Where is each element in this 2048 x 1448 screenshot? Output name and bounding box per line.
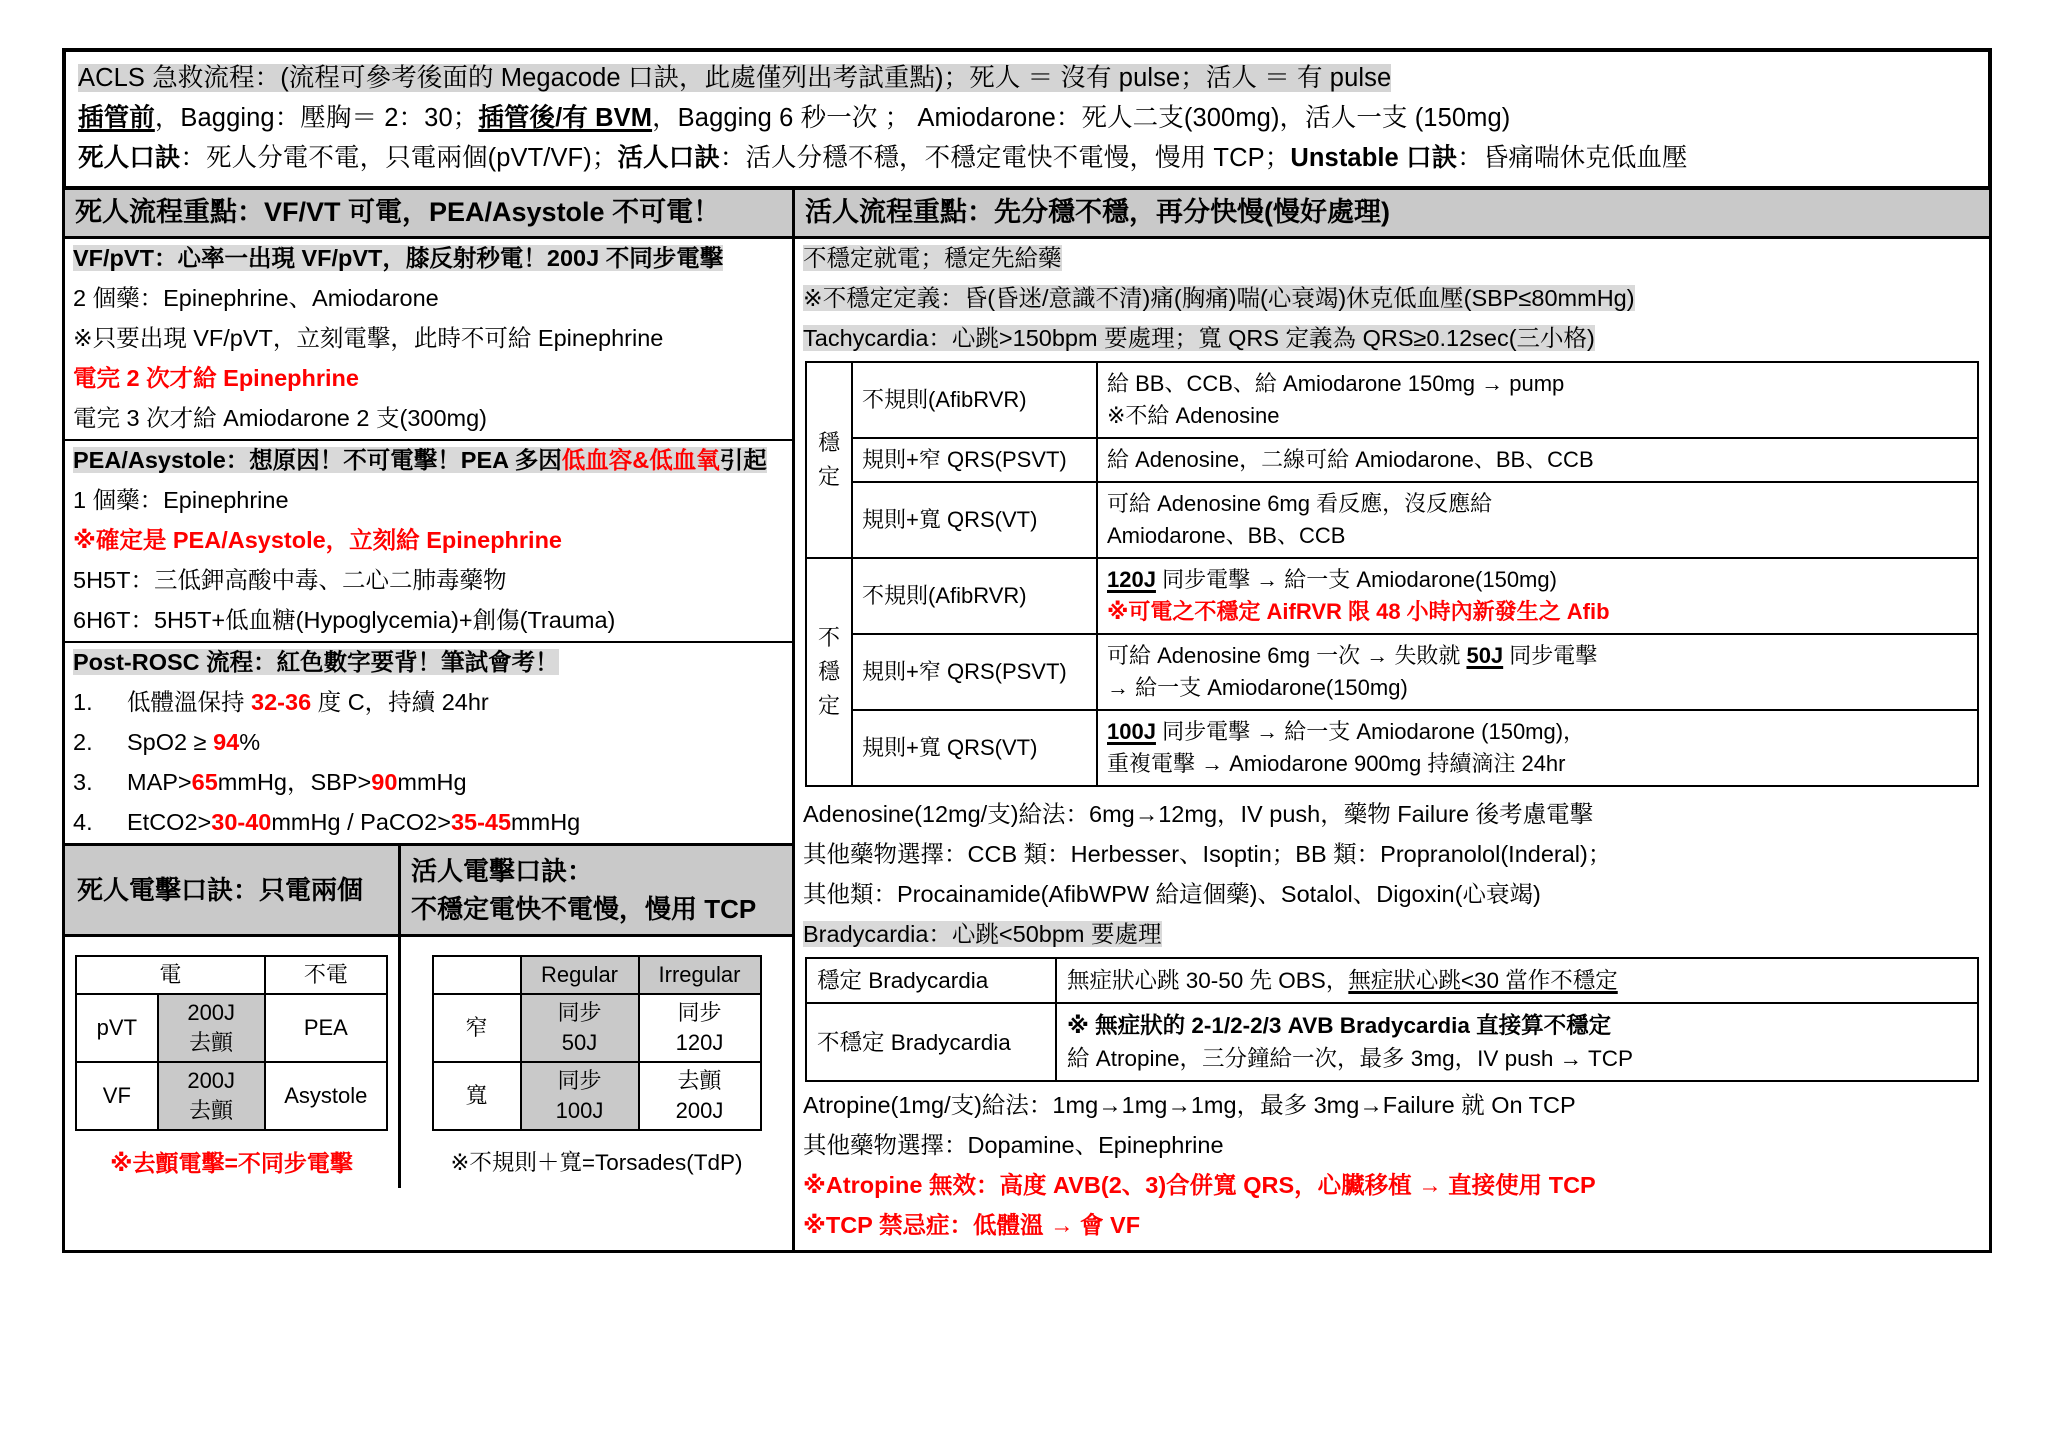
post-rosc-item-3-pre: MAP> (127, 769, 192, 795)
dead-shock-mnemonic: 死人電擊口訣：只電兩個 (65, 846, 401, 934)
post-rosc-index-3: 3. (73, 769, 93, 795)
alive-shock-mnemonic (401, 846, 792, 934)
tachy-unstable-label (806, 558, 852, 786)
tachy-stable-label-char1: 穩 (817, 430, 840, 455)
tachy-unstable-action-3 (1097, 710, 1978, 786)
post-rosc-item-3-value2: 90 (371, 769, 398, 795)
bottom-tables-row (65, 934, 792, 1188)
pre-intubation-label: 插管前 (78, 104, 155, 132)
alive-section-title: 活人流程重點：先分穩不穩，再分快慢(慢好處理) (795, 190, 1989, 239)
alive-table-width-wide: 寬 (433, 1062, 521, 1130)
bagging-ratio-text: ，Bagging：壓胸＝ 2：30； (154, 104, 479, 132)
post-rosc-index-4: 4. (73, 809, 93, 835)
unstable-definition-line: ※不穩定定義：昏(昏迷/意識不清)痛(胸痛)喘(心衰竭)休克低血壓(SBP≤80mmHg) (803, 285, 1635, 311)
pea-line-4: 6H6T：5H5T+低血糖(Hypoglycemia)+創傷(Trauma) (65, 601, 792, 643)
unstable-shock-line: 不穩定就電；穩定先給藥 (803, 245, 1062, 271)
table-row (806, 634, 1978, 710)
table-row (806, 438, 1978, 482)
post-rosc-block (65, 643, 792, 843)
post-rosc-item-4-value2: 35-45 (450, 809, 512, 835)
tachy-stable-cond-1: 不規則(AfibRVR) (852, 362, 1097, 438)
atropine-line: Atropine(1mg/支)給法：1mg→1mg→1mg，最多 3mg→Failure 就 On TCP (803, 1092, 1576, 1118)
vfpvt-line-3: 電完 2 次才給 Epinephrine (73, 365, 359, 391)
dead-table-header-noshock: 不電 (265, 956, 387, 994)
post-rosc-item-2-pre: SpO2 ≥ (127, 729, 214, 755)
alive-mnemonic-label: 活人口訣 (617, 144, 720, 172)
tachy-unstable-action-1 (1097, 558, 1978, 634)
alive-patient-column (795, 190, 1989, 1250)
tachy-stable-label (806, 362, 852, 558)
post-rosc-item-3-post2: mmHg (397, 769, 467, 795)
tachy-unstable-label-char2: 穩 (817, 659, 840, 684)
alive-table-header-regular: Regular (521, 956, 639, 994)
dead-table-energy-pvt (158, 994, 265, 1062)
tachy-stable-cond-2: 規則+窄 QRS(PSVT) (852, 438, 1097, 482)
dead-patient-column (65, 190, 795, 1250)
alive-table-wide-regular-top: 同步 (557, 1068, 602, 1093)
dead-shock-table (75, 955, 388, 1131)
vfpvt-line-2: ※只要出現 VF/pVT，立刻電擊，此時不可給 Epinephrine (73, 325, 664, 351)
post-rosc-item-4-post: mmHg / PaCO2> (271, 809, 451, 835)
table-row (806, 558, 1978, 634)
alive-table-wide-regular-bot: 100J (555, 1098, 604, 1123)
atropine-ineffective-line: ※Atropine 無效：高度 AVB(2、3)合併寬 QRS，心臟移植 → 直接使用 TCP (803, 1172, 1596, 1198)
post-rosc-item-1 (65, 683, 792, 723)
table-row (806, 958, 1978, 1003)
brady-unstable-action-line2: 給 Atropine，三分鐘給一次，最多 3mg，IV push → TCP (1067, 1046, 1633, 1071)
pea-heading-b: 引起 (719, 447, 767, 473)
defib-note: ※去顫電擊=不同步電擊 (110, 1150, 353, 1176)
unstable-mnemonic-label: Unstable 口訣 (1290, 144, 1458, 172)
alive-shock-table (432, 955, 762, 1131)
dead-table-energy-pvt-top: 200J (187, 1000, 236, 1025)
alive-table-corner (433, 956, 521, 994)
brady-stable-cond: 穩定 Bradycardia (806, 958, 1056, 1003)
header-line-2 (78, 98, 1978, 138)
other-brady-drugs-line: 其他藥物選擇：Dopamine、Epinephrine (803, 1132, 1224, 1158)
dead-section-title: 死人流程重點：VF/VT 可電，PEA/Asystole 不可電！ (65, 190, 792, 239)
tachy-unstable-cond-1: 不規則(AfibRVR) (852, 558, 1097, 634)
post-rosc-item-4-value: 30-40 (211, 809, 272, 835)
pea-asystole-block (65, 441, 792, 643)
table-row (76, 994, 387, 1062)
energy-120j: 120J (1107, 567, 1156, 592)
torsades-note: ※不規則＋寬=Torsades(TdP) (450, 1150, 743, 1175)
header-line-3 (78, 138, 1978, 178)
alive-table-wide-irregular-top: 去顫 (677, 1068, 722, 1093)
amiodarone-dose-text: ，Bagging 6 秒一次 ； Amiodarone：死人二支(300mg)，活人一支 (150mg) (652, 104, 1511, 132)
tachy-stable-label-char2: 定 (817, 464, 840, 489)
alive-table-narrow-irregular (639, 994, 761, 1062)
table-row (76, 956, 387, 994)
post-rosc-index-1: 1. (73, 689, 93, 715)
table-row (806, 362, 1978, 438)
post-rosc-item-2-value: 94 (213, 729, 240, 755)
tachy-unstable-label-char1: 不 (817, 625, 840, 650)
brady-unstable-cond: 不穩定 Bradycardia (806, 1003, 1056, 1081)
dead-table-noshock-pea: PEA (265, 994, 387, 1062)
alive-table-wide-irregular-bot: 200J (675, 1098, 724, 1123)
tachy-stable-action-2: 給 Adenosine，二線可給 Amiodarone、BB、CCB (1097, 438, 1978, 482)
tachy-stable-action-3-line2: Amiodarone、BB、CCB (1107, 523, 1346, 548)
alive-table-narrow-regular (521, 994, 639, 1062)
tachy-unstable-cond-2: 規則+窄 QRS(PSVT) (852, 634, 1097, 710)
table-row (433, 994, 761, 1062)
header-box (62, 48, 1992, 190)
dead-table-energy-vf-top: 200J (187, 1068, 236, 1093)
alive-table-narrow-irregular-bot: 120J (675, 1030, 724, 1055)
post-intubation-label: 插管後/有 BVM (478, 104, 653, 132)
energy-100j: 100J (1107, 719, 1156, 744)
tachy-unstable-action-2-line1 (1107, 640, 1968, 672)
post-rosc-item-1-pre: 低體溫保持 (127, 689, 252, 715)
tachy-stable-action-1-line2: ※不給 Adenosine (1107, 403, 1280, 428)
dead-mnemonic-text: ：死人分電不電，只電兩個(pVT/VF)； (180, 144, 618, 172)
tachy-stable-action-1 (1097, 362, 1978, 438)
vfpvt-line-1: 2 個藥：Epinephrine、Amiodarone (73, 285, 439, 311)
tachy-unstable-action-2-line1-text: 可給 Adenosine 6mg 一次 → 失敗就 (1107, 643, 1467, 668)
pea-heading-red: 低血容&低血氧 (561, 447, 720, 473)
tachy-unstable-action-1-line2: ※可電之不穩定 AifRVR 限 48 小時內新發生之 Afib (1107, 599, 1610, 624)
tachy-unstable-action-3-line1 (1107, 716, 1968, 748)
alive-table-width-narrow: 窄 (433, 994, 521, 1062)
table-row (806, 482, 1978, 558)
tachy-unstable-cond-3: 規則+寬 QRS(VT) (852, 710, 1097, 786)
tachy-stable-cond-3: 規則+寬 QRS(VT) (852, 482, 1097, 558)
post-rosc-item-3 (65, 763, 792, 803)
tachy-unstable-action-2-line1-tail: 同步電擊 (1503, 643, 1598, 668)
post-rosc-item-3-value: 65 (191, 769, 218, 795)
tachy-unstable-action-1-line1 (1107, 564, 1968, 596)
tachycardia-table (805, 361, 1979, 787)
alive-table-narrow-regular-top: 同步 (557, 1000, 602, 1025)
alive-shock-mnemonic-line2: 不穩定電快不電慢，慢用 TCP (411, 894, 757, 924)
header-line-1-text: ACLS 急救流程：(流程可參考後面的 Megacode 口訣，此處僅列出考試重點)；死人 ＝ 沒有 pulse；活人 ＝ 有 pulse (78, 64, 1392, 92)
dead-shock-table-wrap (65, 937, 401, 1188)
dead-table-energy-pvt-bot: 去顫 (189, 1030, 234, 1055)
alive-table-narrow-irregular-top: 同步 (677, 1000, 722, 1025)
dead-table-energy-vf (158, 1062, 265, 1130)
table-row (806, 1003, 1978, 1081)
tachy-unstable-action-3-line2: 重複電擊 → Amiodarone 900mg 持續滴注 24hr (1107, 751, 1566, 776)
brady-unstable-action (1056, 1003, 1978, 1081)
pea-line-1: 1 個藥：Epinephrine (73, 487, 289, 513)
table-row (433, 956, 761, 994)
alive-table-header-irregular: Irregular (639, 956, 761, 994)
post-rosc-item-2 (65, 723, 792, 763)
dead-mnemonic-label: 死人口訣 (78, 144, 181, 172)
shock-mnemonic-row (65, 843, 792, 934)
post-rosc-heading: Post-ROSC 流程：紅色數字要背！筆試會考！ (73, 649, 559, 675)
post-rosc-item-4 (65, 803, 792, 843)
alive-table-narrow-regular-bot: 50J (561, 1030, 598, 1055)
bradycardia-definition-line: Bradycardia：心跳<50bpm 要處理 (803, 921, 1162, 947)
tachy-unstable-action-2-line2: → 給一支 Amiodarone(150mg) (1107, 675, 1408, 700)
tachy-unstable-action-1-line1-text: 同步電擊 → 給一支 Amiodarone(150mg) (1155, 567, 1557, 592)
post-rosc-item-4-post2: mmHg (511, 809, 581, 835)
tachy-stable-action-3 (1097, 482, 1978, 558)
dead-table-rhythm-vf: VF (76, 1062, 158, 1130)
dead-table-noshock-asystole: Asystole (265, 1062, 387, 1130)
post-rosc-item-1-value: 32-36 (251, 689, 312, 715)
tachy-stable-action-3-line1: 可給 Adenosine 6mg 看反應，沒反應給 (1107, 491, 1493, 516)
body-grid (62, 190, 1992, 1253)
unstable-mnemonic-text: ：昏痛喘休克低血壓 (1457, 144, 1688, 172)
pea-heading-a: PEA/Asystole：想原因！不可電擊！PEA 多因 (73, 447, 562, 473)
alive-mnemonic-text: ：活人分穩不穩，不穩定電快不電慢，慢用 TCP； (719, 144, 1291, 172)
post-rosc-item-1-post: 度 C，持續 24hr (311, 689, 489, 715)
post-rosc-index-2: 2. (73, 729, 93, 755)
post-rosc-item-2-post: % (239, 729, 261, 755)
table-row (433, 1062, 761, 1130)
table-row (806, 710, 1978, 786)
post-rosc-item-3-post: mmHg，SBP> (217, 769, 372, 795)
brady-stable-action (1056, 958, 1978, 1003)
tachycardia-definition-line: Tachycardia：心跳>150bpm 要處理；寬 QRS 定義為 QRS≥0.12sec(三小格) (803, 325, 1595, 351)
tachy-unstable-action-3-line1-text: 同步電擊 → 給一支 Amiodarone (150mg)， (1155, 719, 1586, 744)
pea-line-3: 5H5T：三低鉀高酸中毒、二心二肺毒藥物 (73, 567, 507, 593)
tachy-stable-action-1-line1: 給 BB、CCB、給 Amiodarone 150mg → pump (1107, 371, 1565, 396)
energy-50j: 50J (1466, 643, 1504, 668)
bradycardia-table (805, 957, 1979, 1082)
header-line-1 (78, 58, 1978, 98)
brady-stable-action-text: 無症狀心跳 30-50 先 OBS， (1067, 968, 1349, 993)
tachy-unstable-action-2 (1097, 634, 1978, 710)
post-rosc-item-4-pre: EtCO2> (127, 809, 212, 835)
vfpvt-block (65, 239, 792, 441)
brady-stable-action-underlined: 無症狀心跳<30 當作不穩定 (1348, 968, 1618, 993)
tachy-unstable-label-char3: 定 (817, 693, 840, 718)
table-row (76, 1062, 387, 1130)
tcp-contraindication-line: ※TCP 禁忌症：低體溫 → 會 VF (803, 1212, 1141, 1238)
alive-shock-table-wrap (401, 937, 792, 1188)
other-drugs-line-2: 其他類：Procainamide(AfibWPW 給這個藥)、Sotalol、Digoxin(心衰竭) (803, 881, 1541, 907)
adenosine-line: Adenosine(12mg/支)給法：6mg→12mg，IV push，藥物 Failure 後考慮電擊 (803, 801, 1594, 827)
brady-unstable-action-line1: ※ 無症狀的 2-1/2-2/3 AVB Bradycardia 直接算不穩定 (1067, 1013, 1612, 1038)
pea-line-2: ※確定是 PEA/Asystole，立刻給 Epinephrine (73, 527, 563, 553)
dead-table-rhythm-pvt: pVT (76, 994, 158, 1062)
alive-table-wide-regular (521, 1062, 639, 1130)
other-drugs-line-1: 其他藥物選擇：CCB 類：Herbesser、Isoptin；BB 類：Propranolol(Inderal)； (803, 841, 1612, 867)
dead-table-header-shock: 電 (76, 956, 265, 994)
vfpvt-line-4: 電完 3 次才給 Amiodarone 2 支(300mg) (65, 399, 792, 441)
alive-shock-mnemonic-line1: 活人電擊口訣： (411, 856, 594, 886)
alive-table-wide-irregular (639, 1062, 761, 1130)
vfpvt-heading: VF/pVT：心率一出現 VF/pVT，膝反射秒電！200J 不同步電擊 (73, 245, 724, 271)
dead-table-energy-vf-bot: 去顫 (189, 1098, 234, 1123)
